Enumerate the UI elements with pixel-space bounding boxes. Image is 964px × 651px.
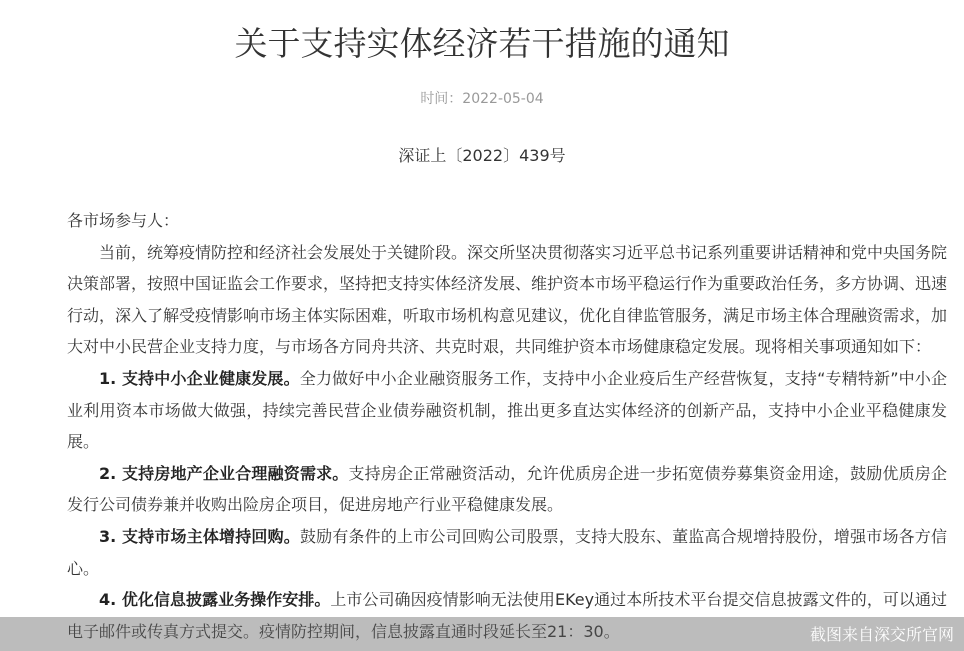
measure-heading: 3. 支持市场主体增持回购。 [99,526,300,546]
document-number: 深证上〔2022〕439号 [398,146,566,165]
publish-date: 时间：2022-05-04 [420,91,544,107]
intro-paragraph: 当前，统筹疫情防控和经济社会发展处于关键阶段。深交所坚决贯彻落实习近平总书记系列重要讲话精神和党中央国务院决策部署，按照中国证监会工作要求，坚持把支持实体经济发展、维护资本市场平稳运行作为重要政治任务，多方协调、迅速行动，深入了解受疫情影响市场主体实际困难，听取市场机构意见建议，优化自律监管服务，满足市场主体合理融资需求，加大对中小民营企业支持力度，与市场各方同舟共济、共克时艰，共同维护资本市场健康稳定发展。现将相关事项通知如下： [67,242,948,357]
page-title: 关于支持实体经济若干措施的通知 [234,24,730,63]
measure-body: 支持房企正常融资活动，允许优质房企进一步拓宽债券募集资金用途，鼓励优质房企发行公司债券兼并收购出险房企项目，促进房地产行业平稳健康发展。 [67,463,947,515]
measure-body: 鼓励有条件的上市公司回购公司股票，支持大股东、董监高合规增持股份，增强市场各方信心。 [67,526,947,578]
measure-item-2 [67,458,947,521]
measure-item-1 [67,363,947,458]
measure-body: 上市公司确因疫情影响无法使用EKey通过本所技术平台提交信息披露文件的，可以通过电子邮件或传真方式提交。疫情防控期间，信息披露直通时段延长至21：30。 [67,590,947,641]
watermark-caption: 截图来自深交所官网 [809,625,954,644]
article-body [67,205,947,647]
measure-heading: 1. 支持中小企业健康发展。 [99,368,300,388]
measure-body: 全力做好中小企业融资服务工作，支持中小企业疫后生产经营恢复，支持“专精特新”中小企业利用资本市场做大做强，持续完善民营企业债券融资机制，推出更多直达实体经济的创新产品，支持中小企业平稳健康发展。 [67,368,947,452]
measure-heading: 4. 优化信息披露业务操作安排。 [99,590,331,610]
salutation: 各市场参与人： [67,211,180,230]
measure-item-3 [67,521,947,584]
measure-heading: 2. 支持房地产企业合理融资需求。 [99,463,349,483]
